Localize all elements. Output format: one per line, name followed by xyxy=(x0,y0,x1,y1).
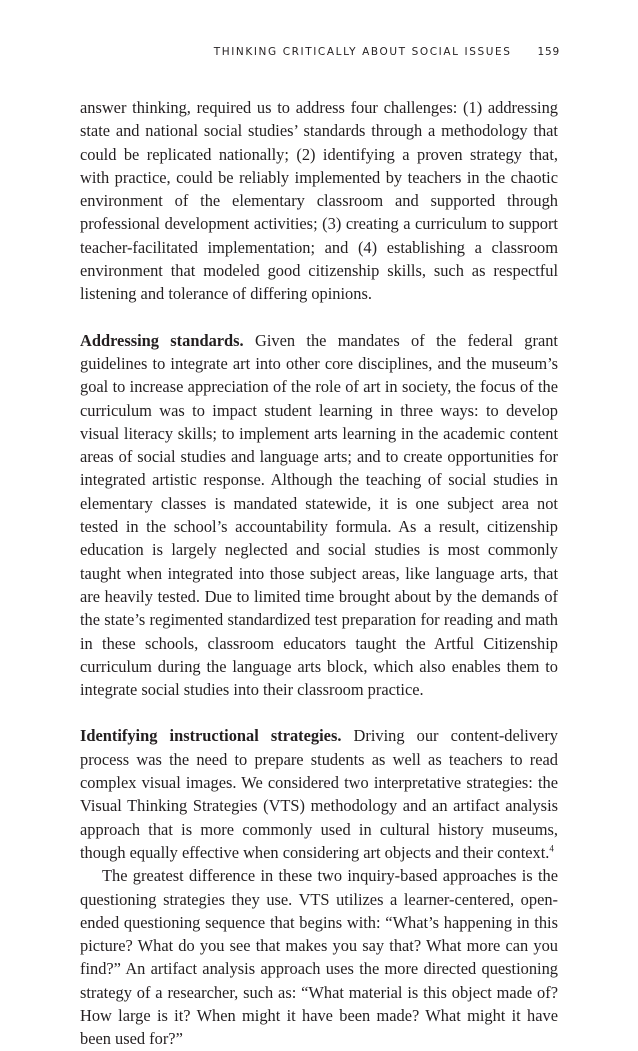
paragraph-text: answer thinking, required us to address four challenges: (1) addressing state and national social studies’ standards through a methodology that could be replicated nationally; (2) identifying a proven strategy that, with practice, could be reliably implemented by teachers in the chaotic environment of the elementary classroom and supported through professional development activities; (3) creating a curriculum to support teacher-facilitated implementation; and (4) establishing a classroom environment that modeled good citizenship skills, such as respectful listening and tolerance of differing opinions. xyxy=(80,98,558,304)
paragraph-text: The greatest difference in these two inquiry-based approaches is the questioning strategies they use. VTS utilizes a learner-centered, open-ended questioning sequence that begins with: “What’s happening in this picture? What do you see that makes you say that? What more can you find?” An artifact analysis approach uses the more directed questioning strategy of a researcher, such as: “What material is this object made of? How large is it? When might it have been made? What might it have been used for?” xyxy=(80,866,558,1049)
section-heading-instructional-strategies: Identifying instructional strategies. xyxy=(80,726,342,746)
footnote-reference: 4 xyxy=(549,843,554,854)
running-title: THINKING CRITICALLY ABOUT SOCIAL ISSUES xyxy=(213,46,512,58)
body-text xyxy=(80,96,558,1051)
page-number: 159 xyxy=(537,46,560,58)
paragraph-text: Given the mandates of the federal grant guidelines to integrate art into other core disciplines, and the museum’s goal to increase appreciation of the role of art in society, the focus of the curriculum was to impact student learning in three ways: to develop visual literacy skills; to implement arts learning in the academic content areas of social studies and language arts; and to create opportunities for integrated artistic response. Although the teaching of social studies in elementary classes is mandated statewide, it is one subject area not tested in the school’s accountability formula. As a result, citizenship education is largely neglected and social studies is most commonly taught when integrated into those subject areas, like language arts, that are heavily tested. Due to limited time brought about by the demands of the state’s regimented standardized test preparation for reading and math in these schools, classroom educators taught the Artful Citizenship curriculum during the language arts block, which also enables them to integrate social studies into their classroom practice. xyxy=(80,330,558,700)
paragraph-instructional-strategies xyxy=(80,724,558,864)
paragraph-addressing-standards xyxy=(80,329,558,702)
paragraph-greatest-difference xyxy=(80,864,558,1050)
section-heading-addressing-standards: Addressing standards. xyxy=(80,330,244,350)
running-header xyxy=(214,46,560,58)
paragraph-challenges xyxy=(80,96,558,306)
paragraph-text: Driving our content-delivery process was the need to prepare students as well as teachers to read complex visual images. We considered two interpretative strategies: the Visual Thinking Strategies (VTS) methodology and an artifact analysis approach that is more commonly used in cultural history museums, though equally effective when considering art objects and their context. xyxy=(80,726,558,862)
